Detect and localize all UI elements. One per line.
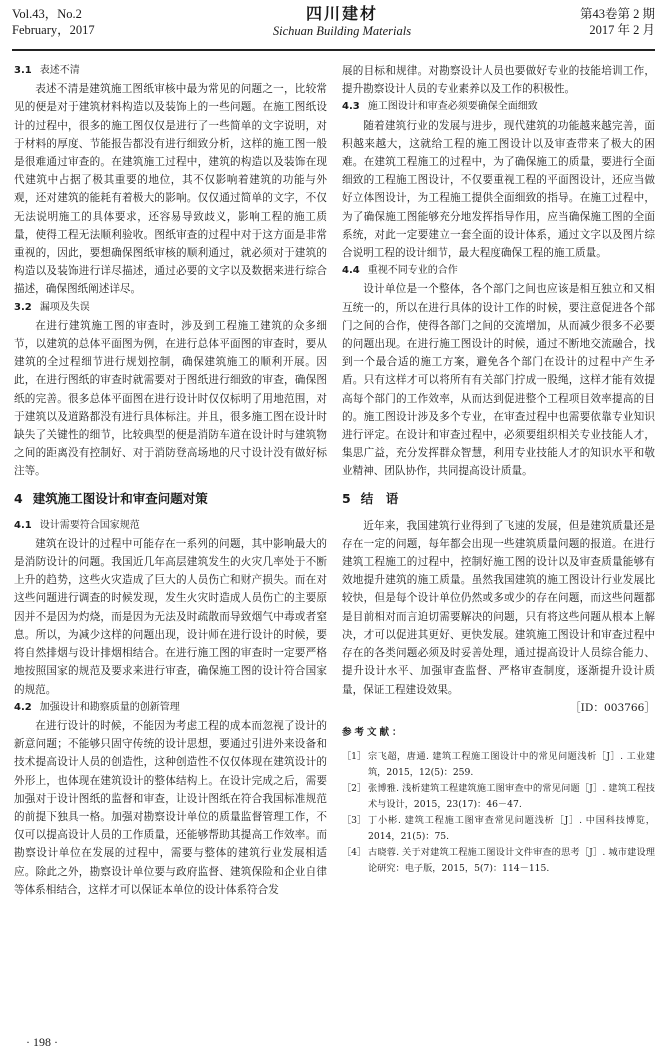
- reference-list: [342, 749, 655, 877]
- journal-logo: 四川建材: [305, 4, 378, 23]
- reference-item: ［2］ 张博雅. 浅析建筑工程建筑施工图审查中的常见问题［J］. 建筑工程技术与设计，2015，23(17)：46－47.: [342, 782, 655, 810]
- body-paragraph: 建筑在设计的过程中可能存在一系列的问题，其中影响最大的是消防设计的问题。我国近几年高层建筑发生的火灾几率处于不断上升的趋势，这些火灾造成了巨大的人员伤亡和财产损失。而在对这些问题进行调查的时候发现，发生火灾时造成人员伤亡的主要原因并不是因为灼烧，而是因为无法及时疏散而导致烟气中毒或者窒息。所以，为减少这样的问题出现，设计师在进行设计的时候，要将自然排烟与设计排烟相结合。在进行施工图的审查时一定要严格地按照国家的规范及要求来进行审查，确保施工图的设计符合国家的规范。: [14, 537, 327, 696]
- body-paragraph: 设计单位是一个整体，各个部门之间也应该是相互独立和又相互统一的，所以在进行具体的设计工作的时候，要注意促进各个部门之间的合作，使得各部门之间的交流增加，从而减少很多不必要的问题出现。在进行施工图设计的时候，通过不断地交流融合，找到一个最合适的施工方案，避免各个部门在设计的过程中产生矛盾。只有这样才可以将所有有关部门拧成一股绳，这样才能有效提高每个部门的工作效率，从而达到促进整个工程项目效率提高的目的。施工图设计涉及多个专业，在审查过程中也需要依靠专业知识进行评定。在设计和审查过程中，必须要组织相关专业技能人才，集思广益，充分发挥群众智慧，利用专业技能人才的知识水平和敬业精神、团队协作，共同提高设计质量。: [342, 283, 655, 478]
- body-paragraph: 表述不清是建筑施工图纸审核中最为常见的问题之一，比较常见的便是对于建筑材料构造以及装饰上的一些问题。在施工图纸设计的过程中，很多的施工图仅仅是进行了一些简单的文字说明，对于材料的厚度、节能报告都没有进行细致分析，这样的施工图一般是很难通过审查的。在建筑施工过程中，建筑的构造以及装饰在现代建筑中占据了极其重要的地位，其不仅影响着建筑的功能与外观，还对建筑的能耗有着极大的影响。仅仅通过简单的文字，不仅无法说明施工的具体要求，还容易导致歧义，影响工程的施工质量，使得工程无法顺利验收。图纸审查的过程中对于这方面是非常重视的，因此，要想确保图纸审核的顺利通过，就必须对于建筑的构造以及装饰进行详尽描述，通过必要的文字以及数据来进行综合描述，确保图纸阐述详尽。: [14, 83, 327, 296]
- header-right: [580, 6, 655, 38]
- article-id: ［ID：003766］: [570, 701, 655, 714]
- reference-item: ［3］ 丁小彬. 建筑工程施工图审查常见问题浅析［J］. 中国科技博览，2014，21(5)：75.: [342, 814, 655, 842]
- subsection-heading: 4.4 重视不同专业的合作: [342, 265, 458, 277]
- page-header: [12, 4, 655, 48]
- header-left: [12, 6, 95, 38]
- subsection-heading: 3.1 表述不清: [14, 65, 80, 76]
- body-paragraph: 在进行建筑施工图的审查时，涉及到工程施工建筑的众多细节，以建筑的总体平面图为例，在进行总体平面图的审查时，要从建筑的全过程细节进行规划控制，确保建筑施工的顺利开展。因此，在进行图纸的审查时就需要对于图纸进行细致的审查，确保图纸的完善。很多总体平面图在进行设计时仅仅标明了用地范围，对于建筑以及道路都没有进行具体标注。并且，很多施工图在设计时缺失了关键性的细节，比较典型的便是消防车道在设计时与建筑物之间的距离没有控制好、对于消防登高场地的尺寸设计没有做好标注等。: [14, 319, 327, 478]
- left-column: [14, 62, 327, 899]
- issue-date-cn: 2017 年 2 月: [589, 23, 655, 37]
- header-rule: [12, 49, 655, 51]
- section-heading: 4 建筑施工图设计和审查问题对策: [14, 490, 208, 506]
- reference-item: ［4］ 古晓蓉. 关于对建筑工程施工图设计文件审查的思考［J］. 城市建设理论研究：电子版，2015，5(7)：114－115.: [342, 846, 655, 874]
- body-paragraph: 在进行设计的时候，不能因为考虑工程的成本而忽视了设计的新意问题；不能够只固守传统的设计思想，要通过引进外来设备和技术提高设计人员的创造性，这种创造性不仅仅体现在建筑设计的外形上，也体现在建筑设计的整体结构上。在设计完成之后，需要加强对于设计图纸的监督和审查，让设计图纸在符合我国标准规范的前提下独具一格。加强对勘察设计单位的质量监督管理工作，不仅可以提高设计人员的工作质量，还能够帮助其提高工作效率。而勘察设计单位在发展的过程中，需要与整体的建筑行业发展相适应。除此之外，勘察设计单位要与政府监督、建筑保险和企业自律等体系相结合，这样才可以保证本单位的设计体系符合发: [14, 719, 327, 896]
- body-paragraph: 随着建筑行业的发展与进步，现代建筑的功能越来越完善，面积越来越大，这就给工程的施工图设计以及审查带来了极大的困难。在建筑工程施工的过程中，为了确保施工的质量，要进行全面细致的工程施工图设计，不仅要重视工程的平面图设计，还应当做好立体图设计，为工程施工提供全面细致的指导。在施工过程中，为了确保施工图能够充分地发挥指导作用，应当确保施工图的全面系统，对此一定要建立一套全面的设计体系，通过文字以及图片综合说明工程的设计细节，最大程度确保工程的施工质量。: [342, 119, 655, 260]
- reference-item: ［1］ 宗飞超，唐通. 建筑工程施工图设计中的常见问题浅析［J］. 工业建筑，2015，12(5)：259.: [342, 750, 655, 778]
- subsection-heading: 4.1 设计需要符合国家规范: [14, 519, 140, 531]
- journal-name: Sichuan Building Materials: [272, 24, 412, 38]
- volume-issue: Vol.43，No.2: [12, 7, 82, 21]
- volume-issue-cn: 第43卷第 2 期: [579, 7, 655, 21]
- body-paragraph: 近年来，我国建筑行业得到了飞速的发展，但是建筑质量还是存在一定的问题，每年都会出现一些建筑质量问题的报道。在进行建筑工程施工的过程中，控制好施工图的设计以及审查质量能够有效地提升建筑的施工质量。虽然我国建筑的施工图设计行业发展比较快，但是每个设计单位仍然或多或少的存在问题，而这些问题都是目前相对而言迫切需要解决的问题，只有将这些问题从根本上解决，才可以促进其更好、更快发展。建筑施工图设计和审查过程中存在的各类问题必须及时妥善处理，通过提高设计人员综合能力、提升设计水平、加强审查监督、严格审查制度，逐渐提升设计质量，保证工程建设效果。: [342, 519, 655, 696]
- references-heading: 参考文献：: [342, 726, 405, 738]
- section-heading: 5 结 语: [342, 490, 399, 506]
- subsection-heading: 4.2 加强设计和勘察质量的创新管理: [14, 701, 180, 713]
- subsection-heading: 3.2 漏项及失误: [14, 301, 90, 313]
- right-column: [342, 62, 655, 877]
- body-paragraph: 展的目标和规律。对勘察设计人员也要做好专业的技能培训工作，提升勘察设计人员的专业素养以及工作的积极性。: [342, 65, 655, 96]
- issue-date: February，2017: [12, 23, 95, 37]
- journal-masthead: [242, 4, 442, 38]
- subsection-heading: 4.3 施工图设计和审查必须要确保全面细致: [342, 101, 538, 113]
- page-number: · 198 ·: [26, 1035, 58, 1049]
